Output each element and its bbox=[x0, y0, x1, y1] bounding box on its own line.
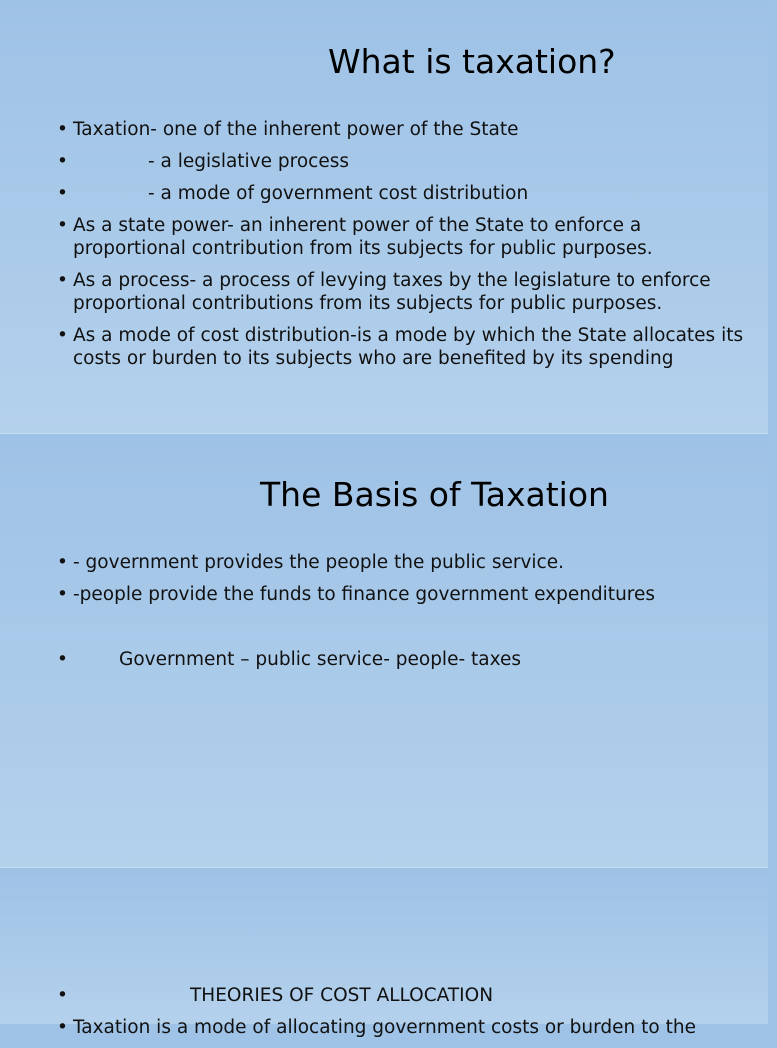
bullet-list bbox=[57, 984, 777, 1048]
list-item: • As a mode of cost distribution-is a mode by which the State allocates its costs or burden to its subjects who are benefited by its spending bbox=[57, 325, 744, 369]
bullet-icon: • bbox=[57, 584, 68, 605]
bullet-icon: • bbox=[57, 1017, 68, 1038]
slide-title: What is taxation? bbox=[328, 42, 616, 81]
bullet-icon: • bbox=[57, 151, 68, 172]
list-item: • Government – public service- people- taxes bbox=[57, 649, 522, 670]
bullet-icon: • bbox=[57, 649, 68, 670]
bullet-icon: • bbox=[57, 552, 68, 573]
bullet-icon: • bbox=[57, 119, 68, 140]
bullet-list bbox=[57, 118, 757, 379]
list-item: • - a legislative process bbox=[57, 151, 349, 172]
list-item: • - a mode of government cost distribution bbox=[57, 183, 529, 204]
list-item: • As a process- a process of levying taxes by the legislature to enforce proportional contributions from its subjects for public purposes. bbox=[57, 270, 711, 314]
list-item: • Taxation is a mode of allocating government costs or burden to the bbox=[57, 1017, 696, 1038]
slide-what-is-taxation bbox=[0, 0, 768, 433]
slide-theories-of-cost-allocation bbox=[0, 868, 768, 1038]
list-item: • As a state power- an inherent power of the State to enforce a proportional contribution from its subjects for public purposes. bbox=[57, 215, 653, 259]
bullet-icon: • bbox=[57, 183, 68, 204]
bullet-icon: • bbox=[57, 325, 68, 346]
slide-title: The Basis of Taxation bbox=[260, 475, 609, 514]
bullet-icon: • bbox=[57, 215, 68, 236]
slide-basis-of-taxation bbox=[0, 434, 768, 867]
list-item: • - government provides the people the public service. bbox=[57, 552, 564, 573]
list-item: • THEORIES OF COST ALLOCATION bbox=[57, 985, 494, 1006]
bullet-icon: • bbox=[57, 270, 68, 291]
list-item: • Taxation- one of the inherent power of the State bbox=[57, 119, 519, 140]
bullet-icon: • bbox=[57, 985, 68, 1006]
list-item: • -people provide the funds to finance government expenditures bbox=[57, 584, 656, 605]
bullet-list bbox=[57, 551, 757, 680]
